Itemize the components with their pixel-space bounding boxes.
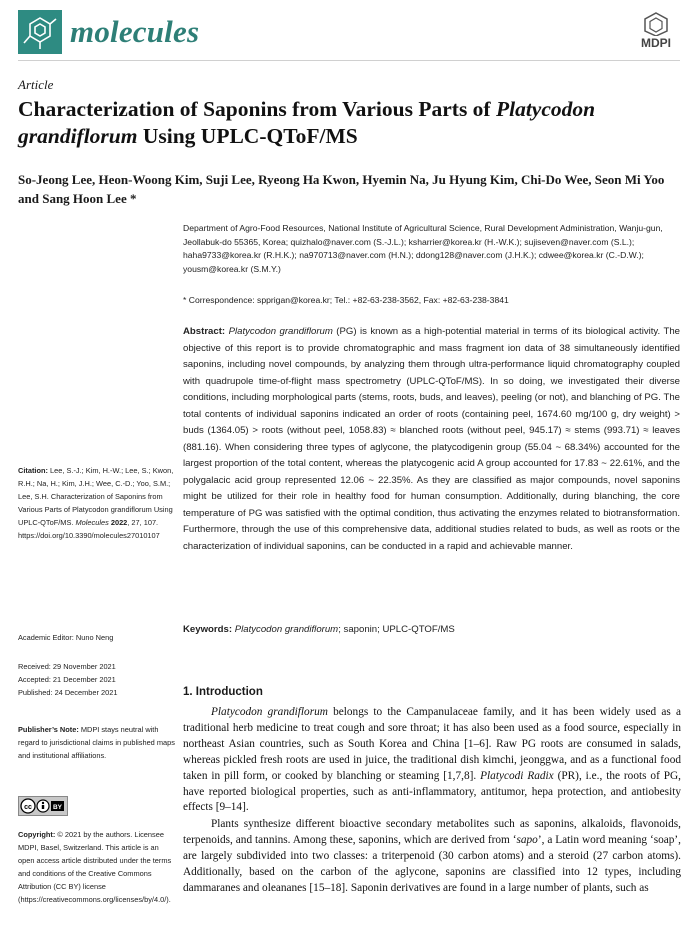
affiliation: Department of Agro-Food Resources, National Institute of Agricultural Science, Rural Development Administration, Wanju-gun, Jeollabuk-do 55365, Korea; quizhalo@naver.com (S.-J.L.); ksharrier@korea.kr (H.-W.K.); sujiseven@naver.com (S.L.); haha9733@korea.kr (R.H.K.); na970713@naver.com (H.N.); ddong128@naver.com (J.H.K.); cdwee@korea.kr (C.-D.W.); yousm@korea.kr (S.M.Y.) bbox=[183, 223, 663, 274]
correspondence: * Correspondence: spprigan@korea.kr; Tel.: +82-63-238-3562, Fax: +82-63-238-3841 bbox=[183, 295, 509, 305]
intro-paragraph-2: Plants synthesize different bioactive secondary metabolites such as saponins, alkaloids, flavonoids, terpenoids, and tannins. Among these, saponins, which are derived from ‘sapo’, a Latin word meaning ‘soap’, are largely subdivided into two classes: a triterpenoid (30 carbon atoms) and a steroid (27 carbon atoms). Additionally, based on the carbon of the aglycone, saponins are classified into 12 types, including dammaranes and oleananes [15–18]. Saponin derivatives are found in a large number of plants, such as bbox=[183, 818, 681, 894]
article-type: Article bbox=[18, 77, 54, 92]
mdpi-logo bbox=[632, 12, 680, 54]
abstract: Abstract: Platycodon grandiflorum (PG) is known as a high-potential material in terms of its biological activity. The objective of this report is to provide chromatographic and mass fragment ion data of 38 simultaneously identified saponins, including novel compounds, by analyzing them through ultra-performance liquid chromatography coupled with quadrupole time-of-flight mass spectrometry (UPLC-QToF/MS). In so doing, we investigated their diverse conditions, including morphological parts (stems, roots, buds, and leaves), peeling (or not), and blanching of PG. The total contents of individual saponins indicated an order of roots (containing peel, 1674.60 mg/100 g, dry weight) > buds (1364.05) > roots (without peel, 1058.83) ≈ blanched roots (without peel, 945.17) ≈ stems (993.71) ≈ leaves (881.16). When considering three types of aglycone, the platycodigenin group (55.04 ~ 68.34%) accounted for the largest proportion of the total content, whereas the platycogenic acid A group accounted for 17.83 ~ 22.61%, and the polygalacic acid group represented 12.06 ~ 22.35%. As they are classified as major compounds, novel saponins might be utilized for their role in healthy food for human consumption. Additionally, during blanching, the core temperature of PG was satisfied with the optimal condition, thus activating the enzymes related to biotransformation. Furthermore, through the use of this comprehensive data, additional studies related to buds, as well as roots or the characterization of individual saponins, can be conducted in a rapid and achievable manner. bbox=[183, 326, 680, 552]
mdpi-hexagon-icon bbox=[632, 12, 680, 36]
copyright-block: Copyright: © 2021 by the authors. Licensee MDPI, Basel, Switzerland. This article is an open access article distributed under the terms and conditions of the Creative Commons Attribution (CC BY) license (https://creativecommons.org/licenses/by/4.0/). bbox=[18, 830, 172, 905]
journal-header bbox=[18, 10, 680, 56]
section-heading-introduction: 1. Introduction bbox=[183, 686, 263, 698]
svg-text:BY: BY bbox=[52, 804, 63, 811]
academic-editor: Academic Editor: Nuno Neng bbox=[18, 633, 114, 642]
citation-block: Citation: Lee, S.-J.; Kim, H.-W.; Lee, S.; Kwon, R.H.; Na, H.; Kim, J.H.; Wee, C.-D.; Yoo, S.M.; Lee, S.H. Characterization of Saponins from Various Parts of Platycodon grandiflorum Using UPLC-QToF/MS. Molecules 2022, 27, 107. https://doi.org/10.3390/molecules27010107 bbox=[18, 466, 174, 541]
cc-by-license-icon[interactable] bbox=[18, 796, 68, 816]
publication-dates bbox=[18, 660, 176, 699]
molecule-hexagon-icon bbox=[18, 10, 62, 54]
received-date: Received: 29 November 2021 bbox=[18, 662, 116, 671]
author-list: So-Jeong Lee, Heon-Woong Kim, Suji Lee, Ryeong Ha Kwon, Hyemin Na, Ju Hyung Kim, Chi-Do Wee, Seon Mi Yoo and Sang Hoon Lee * bbox=[18, 172, 665, 206]
publisher-name: MDPI bbox=[641, 36, 671, 50]
intro-paragraph-1: Platycodon grandiflorum belongs to the Campanulaceae family, and it has been widely used as a traditional herb medicine to treat cough and sore throat; it has also been used as a food source, especially in northeast Asian countries, such as South Korea and China [1–6]. Raw PG roots are consumed in salads, whereas pickled fresh roots are used in juice, the traditional dish kimchi, jeonggwa, and as a functional food taken in pill form, or cooked by blanching or steaming [1,7,8]. Platycodi Radix (PR), i.e., the roots of PG, have reported biological properties, such as anti-inflammatory, antitumor, hepa protection, and antiobesity effects [9–14]. bbox=[183, 706, 682, 814]
keywords: Keywords: Platycodon grandiflorum; saponin; UPLC-QTOF/MS bbox=[183, 624, 455, 635]
article-title: Characterization of Saponins from Various Parts of Platycodon grandiflorum Using UPLC-QToF/MS bbox=[18, 97, 596, 148]
svg-text:cc: cc bbox=[24, 804, 32, 811]
accepted-date: Accepted: 21 December 2021 bbox=[18, 675, 116, 685]
publishers-note: Publisher’s Note: MDPI stays neutral with regard to jurisdictional claims in published maps and institutional affiliations. bbox=[18, 725, 175, 761]
header-divider bbox=[18, 60, 680, 61]
journal-name: molecules bbox=[70, 14, 200, 49]
published-date: Published: 24 December 2021 bbox=[18, 688, 118, 698]
